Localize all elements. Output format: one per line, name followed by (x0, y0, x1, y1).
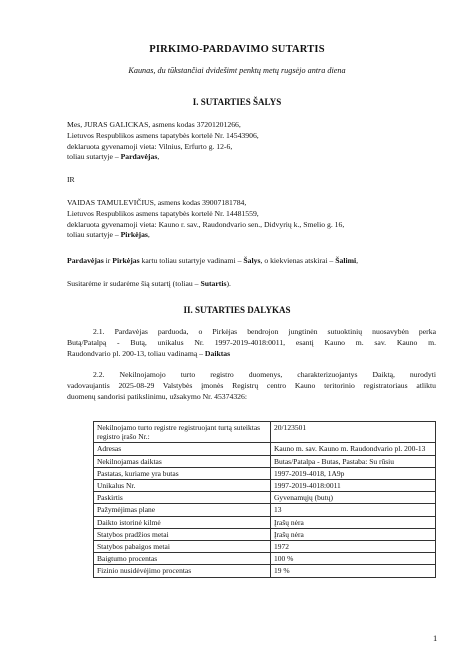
parties-line (67, 256, 437, 267)
seller-line: Lietuvos Respublikos asmens tapatybės kortelė Nr. 14543906, (67, 130, 259, 140)
table-row (94, 422, 436, 443)
clause-2-1 (67, 327, 436, 359)
table-cell-value: 1997-2019-4018, 1A9p (271, 467, 436, 479)
table-row (94, 492, 436, 504)
table-cell-key: Pastatas, kuriame yra butas (94, 467, 271, 479)
table-cell-key: Paskirtis (94, 492, 271, 504)
table-row (94, 443, 436, 455)
clause-line: vadovaujantis 2025-08-29 Valstybės įmonės Registrų centro Kauno teritorinio registratoriaus atliktu (67, 380, 436, 390)
property-data-body (94, 422, 436, 578)
parties-text: ir (103, 256, 113, 265)
table-row (94, 480, 436, 492)
table-row (94, 516, 436, 528)
seller-line: Mes, JURAS GALICKAS, asmens kodas 37201201266, (67, 120, 241, 129)
buyer-line: VAIDAS TAMULEVIČIUS, asmens kodas 39007181784, (67, 198, 247, 207)
parties-text: , o kiekvienas atskirai – (260, 256, 336, 265)
section-heading-subject: II. SUTARTIES DALYKAS (183, 305, 291, 315)
party-single: Šalimi (335, 256, 357, 265)
table-cell-key: Adresas (94, 443, 271, 455)
buyer-line: Lietuvos Respublikos asmens tapatybės kortelė Nr. 14481559, (67, 208, 259, 218)
party-both: Šalys (243, 256, 261, 265)
clause-line: 2.2. Nekilnojamojo turto registro duomenys, charakterizuojantys Daiktą, nurodyti (93, 370, 436, 379)
table-cell-key: Pažymėjimas plane (94, 504, 271, 516)
agreement-suffix: ). (226, 279, 231, 288)
table-cell-key: Daikto istorinė kilmė (94, 516, 271, 528)
table-row (94, 504, 436, 516)
seller-role-suffix: , (157, 152, 160, 162)
parties-definition (67, 256, 437, 267)
seller-block (67, 120, 437, 163)
table-cell-key: Statybos pradžios metai (94, 528, 271, 540)
table-cell-value: 13 (271, 504, 436, 516)
table-row (94, 553, 436, 565)
parties-text: kartu toliau sutartyje vadinami – (139, 256, 244, 265)
table-cell-key: Nekilnojamo turto registre registruojant turtą suteiktas registro įrašo Nr.: (94, 422, 271, 443)
clause-2-1-prefix: Raudondvario pl. 200-13, toliau vadinamą – (67, 348, 205, 358)
agreement-statement (67, 279, 437, 290)
document-date-place: Kaunas, du tūkstančiai dvidešimt penktų metų rugsėjo antra diena (128, 66, 346, 75)
ir-text: IR (67, 175, 75, 184)
buyer-block (67, 198, 437, 241)
table-row (94, 541, 436, 553)
table-row (94, 565, 436, 577)
clause-2-2 (67, 370, 436, 402)
seller-role-prefix: toliau sutartyje – (67, 152, 121, 162)
seller-role-line (67, 152, 437, 163)
table-cell-key: Baigtumo procentas (94, 553, 271, 565)
clause-line: duomenų sandorisi patikslinimu, užsakymo Nr. 45374326: (67, 391, 248, 401)
agreement-prefix: Susitarėme ir sudarėme šią sutartį (toliau – (67, 279, 201, 288)
buyer-line: deklaruota gyvenamoji vieta: Kauno r. sav., Raudondvario sen., Didvyrių k., Smelio g. 16, (67, 219, 345, 229)
page-number: 1 (433, 633, 438, 643)
ir-separator (67, 175, 437, 186)
object-term: Daiktas (204, 348, 231, 358)
table-cell-key: Nekilnojamas daiktas (94, 455, 271, 467)
table-cell-value: Gyvenamųjų (butų) (271, 492, 436, 504)
table-cell-key: Fizinio nusidėvėjimo procentas (94, 565, 271, 577)
table-row (94, 467, 436, 479)
table-cell-value: Kauno m. sav. Kauno m. Raudondvario pl. 200-13 (271, 443, 436, 455)
table-cell-value: Įrašų nėra (271, 516, 436, 528)
document-title: PIRKIMO-PARDAVIMO SUTARTIS (149, 44, 325, 55)
seller-role: Pardavėjas (120, 152, 158, 162)
table-cell-value: Įrašų nėra (271, 528, 436, 540)
table-cell-value: 100 % (271, 553, 436, 565)
clause-line: Butą/Patalpą - Butą, unikalus Nr. 1997-2019-4018:0011, esantį Kauno m. sav. Kauno m. (67, 337, 436, 347)
table-cell-value: 1997-2019-4018:0011 (271, 480, 436, 492)
clause-line (67, 349, 436, 360)
table-cell-value: 19 % (271, 565, 436, 577)
buyer-role-prefix: toliau sutartyje – (67, 230, 121, 240)
table-cell-value: 20/123501 (271, 422, 436, 443)
parties-text: , (356, 256, 359, 265)
table-cell-key: Statybos pabaigos metai (94, 541, 271, 553)
table-cell-key: Unikalus Nr. (94, 480, 271, 492)
party-buyer: Pirkėjas (112, 256, 140, 265)
buyer-role-line (67, 230, 437, 241)
seller-line: deklaruota gyvenamoji vieta: Vilnius, Erfurto g. 12-6, (67, 141, 233, 151)
table-cell-value: Butas/Patalpa - Butas, Pastaba: Su rūsiu (271, 455, 436, 467)
table-row (94, 528, 436, 540)
property-data-table (93, 421, 436, 578)
table-row (94, 455, 436, 467)
party-seller: Pardavėjas (67, 256, 104, 265)
clause-line: 2.1. Pardavėjas parduoda, o Pirkėjas bendrojon jungtinėn sutuoktinių nuosavybėn perka (93, 327, 436, 336)
table-cell-value: 1972 (271, 541, 436, 553)
buyer-role: Pirkėjas (120, 230, 148, 240)
buyer-role-suffix: , (147, 230, 150, 240)
agreement-term: Sutartis (200, 279, 227, 288)
agreement-line (67, 279, 437, 290)
section-heading-parties: I. SUTARTIES ŠALYS (192, 97, 282, 107)
